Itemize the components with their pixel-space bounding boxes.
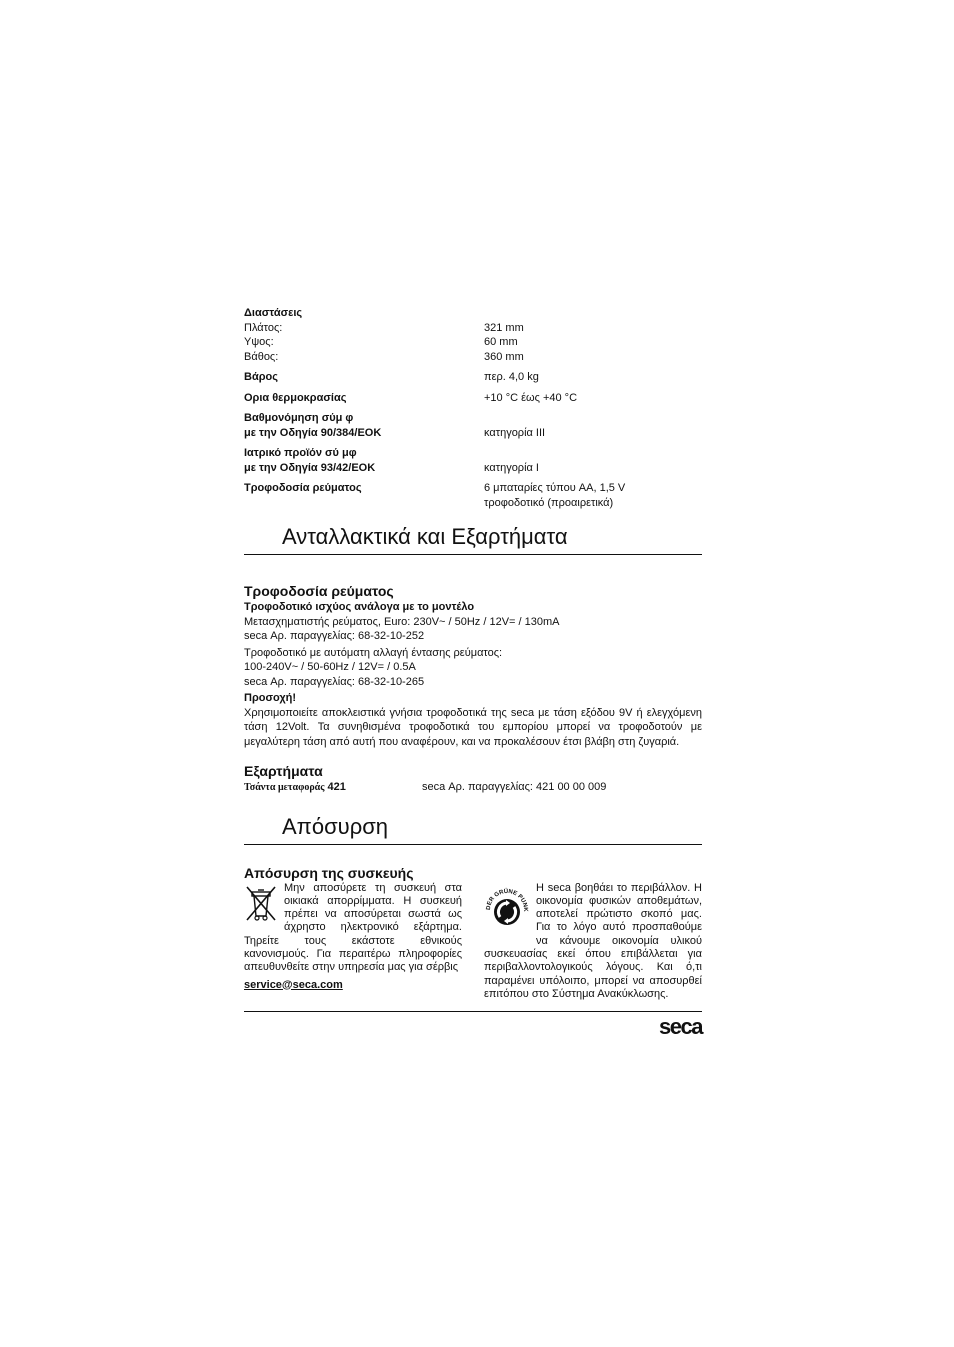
spec-dimensions-label: Διαστάσεις	[244, 307, 303, 319]
accessories-title: Εξαρτήματα	[244, 763, 323, 779]
spec-depth-value: 360 mm	[484, 350, 524, 363]
disposal-left-column	[244, 882, 462, 1002]
spec-medical-label-1: Ιατρικό προϊόν σύ μφ	[244, 447, 357, 459]
spec-power-row-1	[244, 481, 702, 496]
parts-power-title: Τροφοδοσία ρεύματος	[244, 583, 394, 599]
spec-medical-row-1	[244, 446, 702, 461]
disposal-left-text: Μην αποσύρετε τη συσκευή στα οικιακά απορρίμματα. Η συσκευή πρέπει να αποσύρεται σωστά ως άχρηστο ηλεκτρονικό εξάρτημα. Τηρείτε τους εκάστοτε εθνικούς κανονισμούς. Για περαιτέρω πληροφορίες απευθυνθείτε στην υπηρεσία μας για σέρβις	[244, 881, 462, 974]
parts-line-4: 100-240V~ / 50-60Hz / 12V= / 0.5A	[244, 661, 416, 673]
document-page	[244, 306, 702, 1039]
disposal-right-text: Η seca βοηθάει το περιβάλλον. Η οικονομία φυσικών αποθεμάτων, αποτελεί πρώτιστο σκοπό μας. Για το λόγο αυτό προσπαθούμε να κάνουμε οικονομία υλικού συσκευασίας εκεί όπου επιβάλλεται για περιβαλλοντολογικούς λόγους. Και ό,τι παραμένει υπόλοιπο, μπορεί να αποσυρθεί επιτόπου στο Σύστημα Ανακύκλωσης.	[484, 881, 702, 1000]
parts-line-2: seca Αρ. παραγγελίας: 68-32-10-252	[244, 630, 425, 642]
disposal-right-column	[484, 882, 702, 1002]
accessory-item-name: Τσάντα μεταφοράς	[244, 782, 325, 793]
spec-power-value-1: 6 μπαταρίες τύπου AA, 1,5 V	[484, 482, 626, 494]
spec-calib-label-2: με την Οδηγία 90/384/ΕΟΚ	[244, 426, 382, 439]
spec-medical-label-2: με την Οδηγία 93/42/ΕΟΚ	[244, 461, 376, 474]
spec-weight-value: περ. 4,0 kg	[484, 371, 539, 383]
spec-calib-value: κατηγορία III	[484, 426, 546, 439]
spec-medical-value: κατηγορία I	[484, 461, 539, 474]
spec-weight-row	[244, 370, 702, 385]
disposal-section-title: Απόσυρση	[244, 814, 702, 845]
green-dot-icon	[484, 884, 530, 934]
disposal-subtitle: Απόσυρση της συσκευής	[244, 864, 414, 881]
parts-line-1: Μετασχηματιστής ρεύματος, Euro: 230V~ / 50Hz / 12V= / 130mA	[244, 615, 560, 628]
parts-line-3: Τροφοδοτικό με αυτόματη αλλαγή έντασης ρεύματος:	[244, 646, 503, 659]
parts-section-title: Ανταλλακτικά και Εξαρτήματα	[244, 524, 702, 555]
spec-width-row	[244, 321, 702, 336]
spec-medical-row-2	[244, 461, 702, 476]
caution-text: Χρησιμοποιείτε αποκλειστικά γνήσια τροφοδοτικά της seca με τάση εξόδου 9V ή ελεγχόμενη τάση 12Volt. Τα συνηθισμένα τροφοδοτικά του εμπορίου μπορεί να τροφοδοτούν με μεγαλύτερη τάση από αυτή που αναφέρουν, και να προκαλέσουν έτσι βλάβη στη ζυγαριά.	[244, 706, 702, 748]
spec-power-label: Τροφοδοσία ρεύματος	[244, 482, 362, 494]
spec-temp-label: Ορια θερμοκρασίας	[244, 391, 347, 404]
spec-power-row-2	[244, 496, 702, 511]
spec-calib-row-2	[244, 426, 702, 441]
service-email-link[interactable]: service@seca.com	[244, 978, 343, 991]
spec-width-label: Πλάτος:	[244, 321, 283, 334]
green-dot-label: DER GRÜNE PUNK	[485, 888, 529, 912]
spec-temp-row	[244, 391, 702, 406]
spec-depth-label: Βάθος:	[244, 350, 279, 363]
spec-depth-row	[244, 350, 702, 365]
spec-calib-label-1: Βαθμονόμηση σύμ φ	[244, 412, 354, 424]
spec-width-value: 321 mm	[484, 321, 524, 334]
spec-temp-value: +10 °C έως +40 °C	[484, 391, 578, 404]
spec-height-value: 60 mm	[484, 336, 518, 348]
accessory-order-number: seca Αρ. παραγγελίας: 421 00 00 009	[422, 781, 607, 793]
accessory-item-number: 421	[327, 781, 346, 793]
parts-power-subtitle: Τροφοδοτικό ισχύος ανάλογα με το μοντέλο	[244, 601, 475, 613]
seca-logo: seca	[659, 1014, 702, 1040]
disposal-columns	[244, 882, 702, 1002]
spec-weight-label: Βάρος	[244, 371, 278, 383]
spec-height-label: Υψος:	[244, 336, 274, 348]
spec-calib-row-1	[244, 411, 702, 426]
parts-line-5: seca Αρ. παραγγελίας: 68-32-10-265	[244, 675, 425, 688]
crossed-bin-icon	[244, 884, 278, 926]
spec-power-value-2: τροφοδοτικό (προαιρετικά)	[484, 496, 614, 509]
caution-label: Προσοχή!	[244, 692, 297, 704]
spec-height-row	[244, 335, 702, 350]
accessory-row	[244, 780, 702, 796]
